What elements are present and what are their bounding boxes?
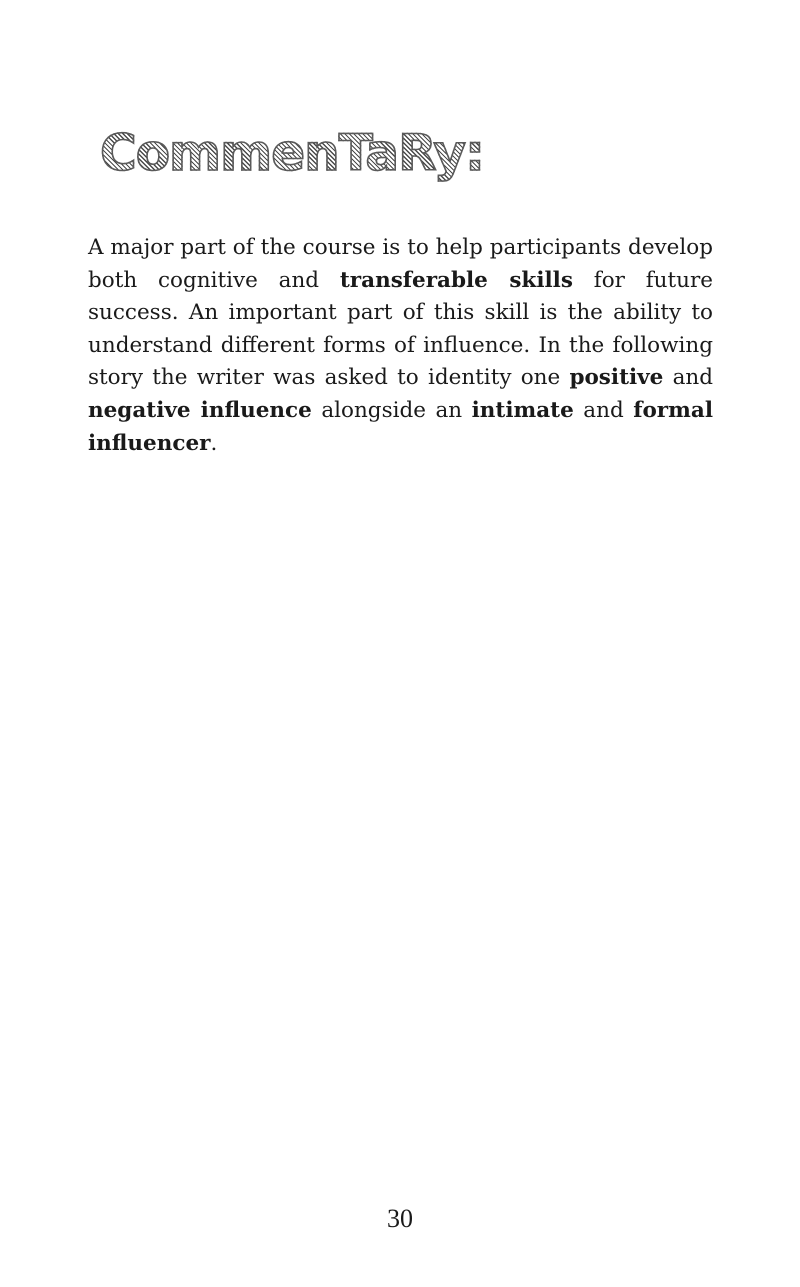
page-number: 30 bbox=[387, 1204, 413, 1233]
paragraph-text: . bbox=[210, 430, 218, 456]
paragraph-text: and bbox=[573, 397, 634, 423]
section-heading: CommenTaRy: bbox=[100, 124, 484, 182]
commentary-paragraph bbox=[88, 232, 713, 460]
section-heading-container bbox=[98, 124, 486, 194]
bold-term-transferable-skills: transferable skills bbox=[339, 267, 573, 293]
bold-term-negative-influence: negative influence bbox=[88, 397, 312, 423]
paragraph-text: A major part of the course is to help participants develop both cognitive and bbox=[88, 235, 713, 293]
paragraph-text: alongside an bbox=[311, 397, 472, 423]
bold-term-formal-influencer: formal influencer bbox=[88, 397, 713, 456]
paragraph-text: for future success. An important part of this skill is the ability to understand different forms of influence. In the following story the writer was asked to identity one bbox=[88, 267, 714, 391]
paragraph-text: and bbox=[663, 365, 714, 391]
bold-term-intimate: intimate bbox=[471, 397, 574, 423]
bold-term-positive: positive bbox=[569, 365, 664, 391]
